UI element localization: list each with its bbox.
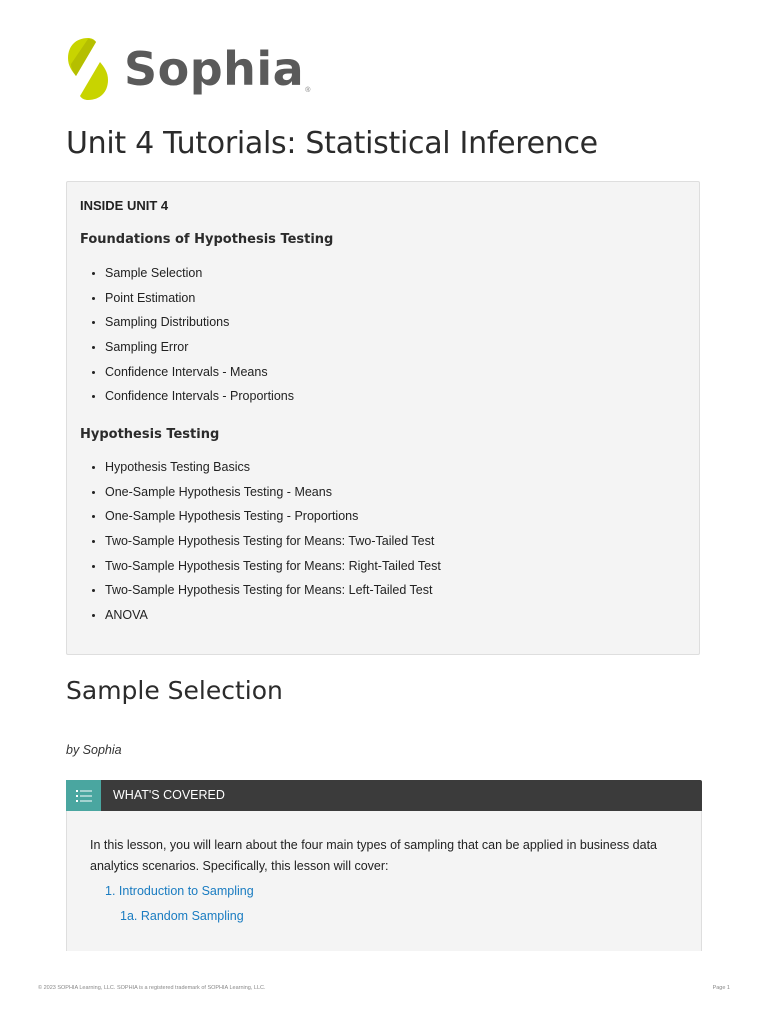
inside-unit-box — [66, 181, 700, 655]
list-icon — [66, 780, 101, 811]
topic-item: Sample Selection — [89, 261, 294, 286]
footer-copyright: © 2023 SOPHIA Learning, LLC. SOPHIA is a registered trademark of SOPHIA Learning, LLC. — [38, 985, 266, 991]
whats-covered-intro: In this lesson, you will learn about the four main types of sampling that can be applied in business data analytics scenarios. Specifically, this lesson will cover: — [90, 838, 658, 873]
topic-item: Two-Sample Hypothesis Testing for Means: Right-Tailed Test — [89, 554, 441, 579]
topic-item: Point Estimation — [89, 286, 294, 311]
section-title-hypothesis-testing: Hypothesis Testing — [80, 427, 220, 442]
sophia-logo — [66, 36, 310, 102]
topic-list-foundations — [89, 261, 294, 409]
topic-list-hypothesis-testing — [89, 455, 441, 628]
topic-item: Hypothesis Testing Basics — [89, 455, 441, 480]
topic-item: Sampling Distributions — [89, 310, 294, 335]
registered-mark: ® — [305, 87, 311, 94]
toc-link-introduction-to-sampling[interactable]: 1. Introduction to Sampling — [105, 884, 254, 898]
topic-item: One-Sample Hypothesis Testing - Means — [89, 480, 441, 505]
topic-item: ANOVA — [89, 603, 441, 628]
lesson-title: Sample Selection — [66, 676, 283, 705]
whats-covered-label: WHAT'S COVERED — [113, 788, 225, 802]
footer-page-number: Page 1 — [712, 985, 730, 991]
topic-item: Sampling Error — [89, 335, 294, 360]
topic-item: One-Sample Hypothesis Testing - Proportions — [89, 504, 441, 529]
topic-item: Confidence Intervals - Means — [89, 360, 294, 385]
toc-link-random-sampling[interactable]: 1a. Random Sampling — [120, 909, 244, 923]
whats-covered-body — [66, 811, 702, 951]
byline: by Sophia — [66, 743, 122, 757]
unit-title: Unit 4 Tutorials: Statistical Inference — [66, 126, 598, 161]
inside-unit-heading: INSIDE UNIT 4 — [80, 198, 169, 213]
sophia-s-leaf-icon — [66, 36, 110, 102]
section-title-foundations: Foundations of Hypothesis Testing — [80, 232, 334, 247]
logo-wordmark: Sophia — [124, 42, 305, 96]
topic-item: Two-Sample Hypothesis Testing for Means: Two-Tailed Test — [89, 529, 441, 554]
whats-covered-header — [66, 780, 702, 811]
topic-item: Confidence Intervals - Proportions — [89, 384, 294, 409]
topic-item: Two-Sample Hypothesis Testing for Means: Left-Tailed Test — [89, 578, 441, 603]
